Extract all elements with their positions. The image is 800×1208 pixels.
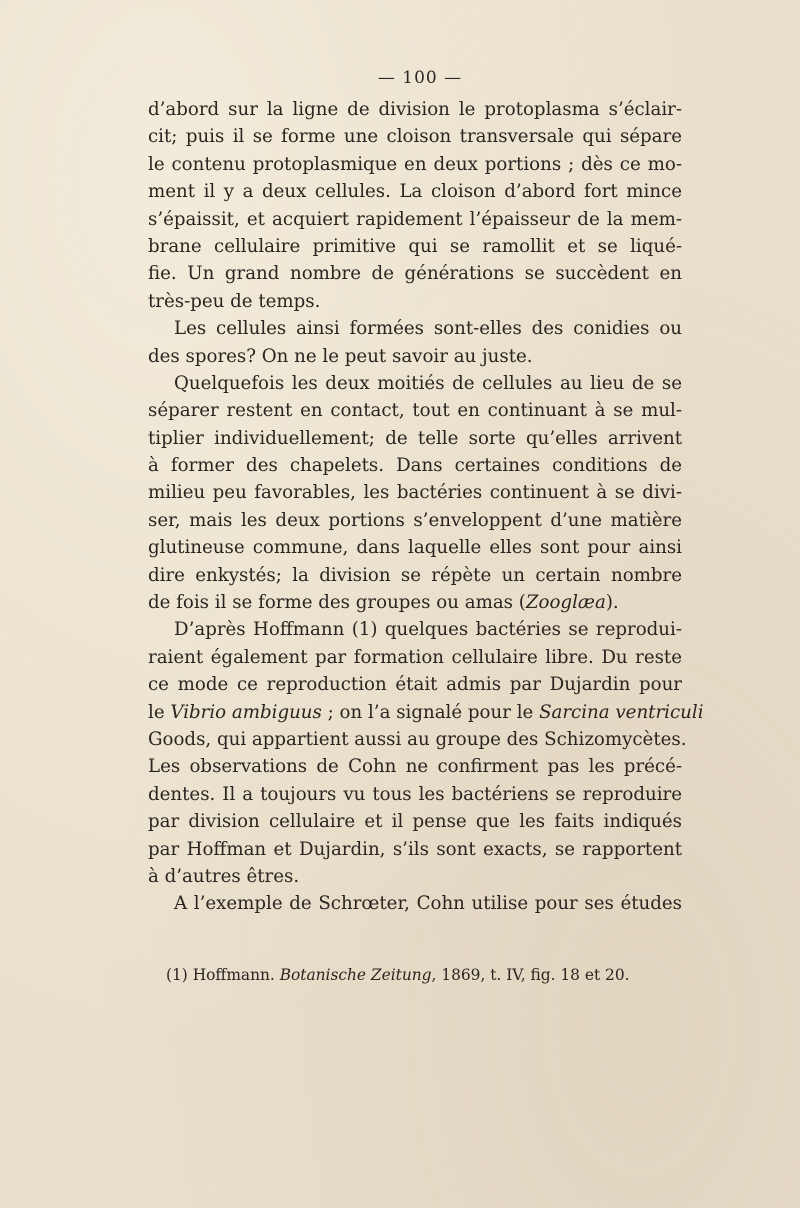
text-line: Goods, qui appartient aussi au groupe des Schizomycètes. — [148, 728, 687, 750]
italic-term: Sarcina ventriculi — [539, 701, 704, 723]
text-line: ce mode ce reproduction était admis par Dujardin pour — [148, 674, 682, 696]
text-line: milieu peu favorables, les bactéries continuent à se divi- — [148, 482, 682, 504]
text-line: tiplier individuellement; de telle sorte qu’elles arrivent — [148, 427, 682, 449]
text-line: glutineuse commune, dans laquelle elles sont pour ainsi — [148, 537, 682, 559]
body-text — [148, 96, 704, 918]
page-number: — 100 — — [377, 68, 463, 88]
text-line: d’abord sur la ligne de division le protoplasma s’éclair- — [148, 99, 682, 120]
text-line: à former des chapelets. Dans certaines conditions de — [148, 455, 682, 477]
text-line — [148, 589, 682, 616]
paragraph-start-line: A l’exemple de Schrœter, Cohn utilise pour ses études — [174, 893, 682, 915]
paragraph-start-line: Quelquefois les deux moitiés de cellules au lieu de se — [174, 372, 682, 394]
text-line: le contenu protoplasmique en deux portions ; dès ce mo- — [148, 153, 682, 175]
text-line: dire enkystés; la division se répète un certain nombre — [148, 564, 682, 586]
text-line: très-peu de temps. — [148, 290, 321, 312]
text-line: séparer restent en contact, tout en continuant à se mul- — [148, 400, 682, 422]
paragraph-start-line: Les cellules ainsi formées sont-elles des conidies ou — [174, 318, 682, 340]
text-line: fie. Un grand nombre de générations se succèdent en — [148, 263, 682, 285]
text-line: ment il y a deux cellules. La cloison d’abord fort mince — [148, 181, 682, 203]
text-line: par division cellulaire et il pense que les faits indiqués — [148, 811, 682, 833]
footnote-title: Botanische Zeitung — [279, 966, 432, 984]
text-line: par Hoffman et Dujardin, s’ils sont exacts, se rapportent — [148, 838, 682, 860]
text-segment: le — [148, 701, 171, 723]
text-line: s’épaissit, et acquiert rapidement l’épaisseur de la mem- — [148, 208, 682, 230]
text-line: des spores? On ne le peut savoir au juste. — [148, 345, 533, 367]
text-line — [148, 699, 704, 726]
text-line: dentes. Il a toujours vu tous les bactériens se reproduire — [148, 783, 682, 805]
paragraph-start-line: D’après Hoffmann (1) quelques bactéries se reprodui- — [174, 619, 682, 641]
text-segment: de fois il se forme des groupes ou amas ( — [148, 592, 526, 614]
footnote-suffix: , 1869, t. IV, fig. 18 et 20. — [431, 966, 630, 984]
text-segment: ; on l’a signalé pour le — [321, 701, 540, 723]
italic-term: Vibrio ambiguus — [170, 701, 322, 723]
text-line: brane cellulaire primitive qui se ramollit et se liqué- — [148, 235, 682, 257]
text-line: raient également par formation cellulaire libre. Du reste — [148, 646, 682, 668]
footnote-prefix: (1) Hoffmann. — [166, 966, 280, 984]
text-line: Les observations de Cohn ne confirment pas les précé- — [148, 756, 682, 778]
text-segment: ). — [605, 592, 619, 614]
footnote — [166, 966, 630, 984]
text-line: ser, mais les deux portions s’enveloppent d’une matière — [148, 509, 682, 531]
text-line: à d’autres êtres. — [148, 865, 300, 887]
italic-term: Zooglæa — [525, 592, 606, 614]
text-line: cit; puis il se forme une cloison transversale qui sépare — [148, 126, 682, 148]
